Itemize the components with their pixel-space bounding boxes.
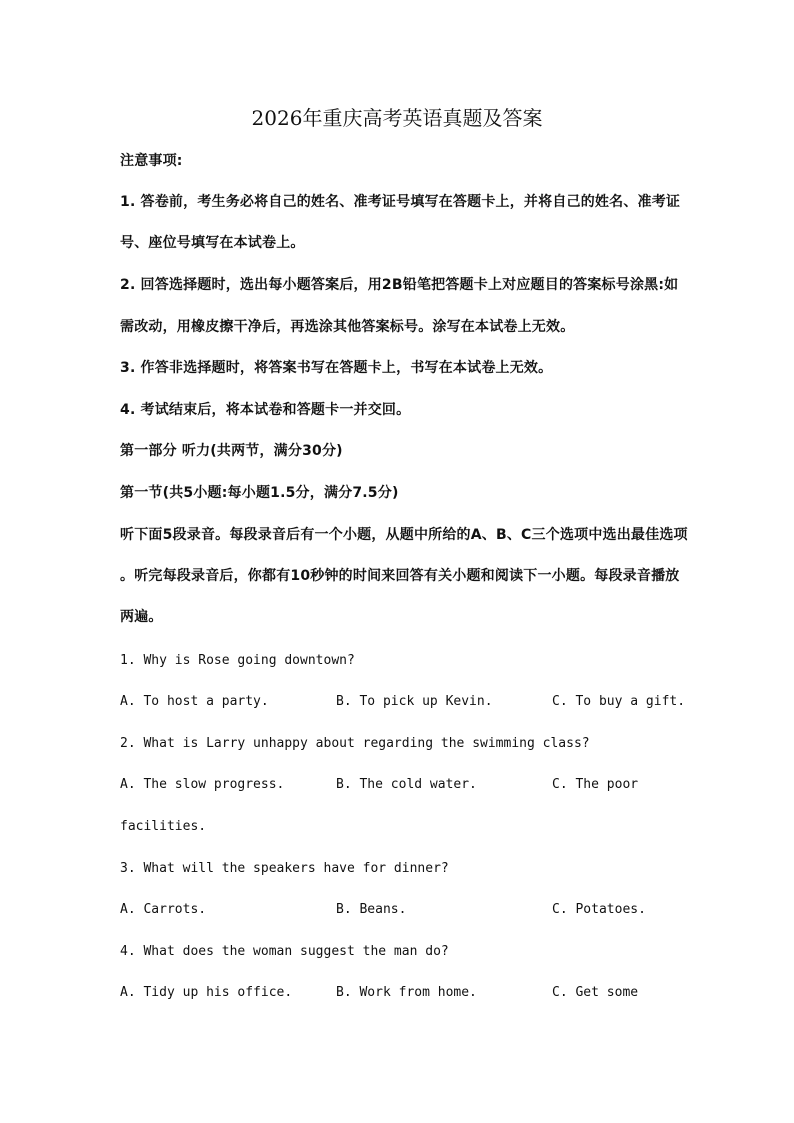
instructions-line-2: 。听完每段录音后，你都有10秒钟的时间来回答有关小题和阅读下一小题。每段录音播放 xyxy=(120,568,680,584)
question-2-stem: 2. What is Larry unhappy about regarding the swimming class? xyxy=(120,736,590,751)
question-1-option-a: A. To host a party. xyxy=(120,694,269,709)
question-4-option-a: A. Tidy up his office. xyxy=(120,985,293,1000)
notice-item-4: 4. 考试结束后，将本试卷和答题卡一并交回。 xyxy=(120,402,411,418)
notice-item-1-line-2: 号、座位号填写在本试卷上。 xyxy=(120,235,305,251)
page-title: 2026年重庆高考英语真题及答案 xyxy=(251,106,543,130)
section-1-heading: 第一节(共5小题:每小题1.5分，满分7.5分) xyxy=(120,485,399,501)
question-4-option-c: C. Get some xyxy=(552,985,639,1000)
notice-item-2-line-2: 需改动，用橡皮擦干净后，再选涂其他答案标号。涂写在本试卷上无效。 xyxy=(120,319,575,335)
instructions-line-1: 听下面5段录音。每段录音后有一个小题，从题中所给的A、B、C三个选项中选出最佳选项 xyxy=(120,527,688,543)
question-4-option-b: B. Work from home. xyxy=(336,985,477,1000)
question-2-option-a: A. The slow progress. xyxy=(120,777,285,792)
question-2-option-b: B. The cold water. xyxy=(336,777,477,792)
question-4-stem: 4. What does the woman suggest the man do? xyxy=(120,944,449,959)
part-1-heading: 第一部分 听力(共两节，满分30分) xyxy=(120,443,343,459)
instructions-line-3: 两遍。 xyxy=(120,609,163,625)
question-3-option-c: C. Potatoes. xyxy=(552,902,646,917)
question-3-stem: 3. What will the speakers have for dinner? xyxy=(120,861,449,876)
question-1-option-b: B. To pick up Kevin. xyxy=(336,694,493,709)
question-2-option-c: C. The poor xyxy=(552,777,639,792)
question-1-stem: 1. Why is Rose going downtown? xyxy=(120,653,355,668)
notice-heading: 注意事项: xyxy=(120,153,183,169)
question-3-option-a: A. Carrots. xyxy=(120,902,207,917)
question-1-option-c: C. To buy a gift. xyxy=(552,694,686,709)
question-2-option-c-continued: facilities. xyxy=(120,819,207,834)
notice-item-2-line-1: 2. 回答选择题时，选出每小题答案后，用2B铅笔把答题卡上对应题目的答案标号涂黑:如 xyxy=(120,277,679,293)
notice-item-3: 3. 作答非选择题时，将答案书写在答题卡上，书写在本试卷上无效。 xyxy=(120,360,553,376)
notice-item-1-line-1: 1. 答卷前，考生务必将自己的姓名、准考证号填写在答题卡上，并将自己的姓名、准考证 xyxy=(120,194,681,210)
question-3-option-b: B. Beans. xyxy=(336,902,407,917)
